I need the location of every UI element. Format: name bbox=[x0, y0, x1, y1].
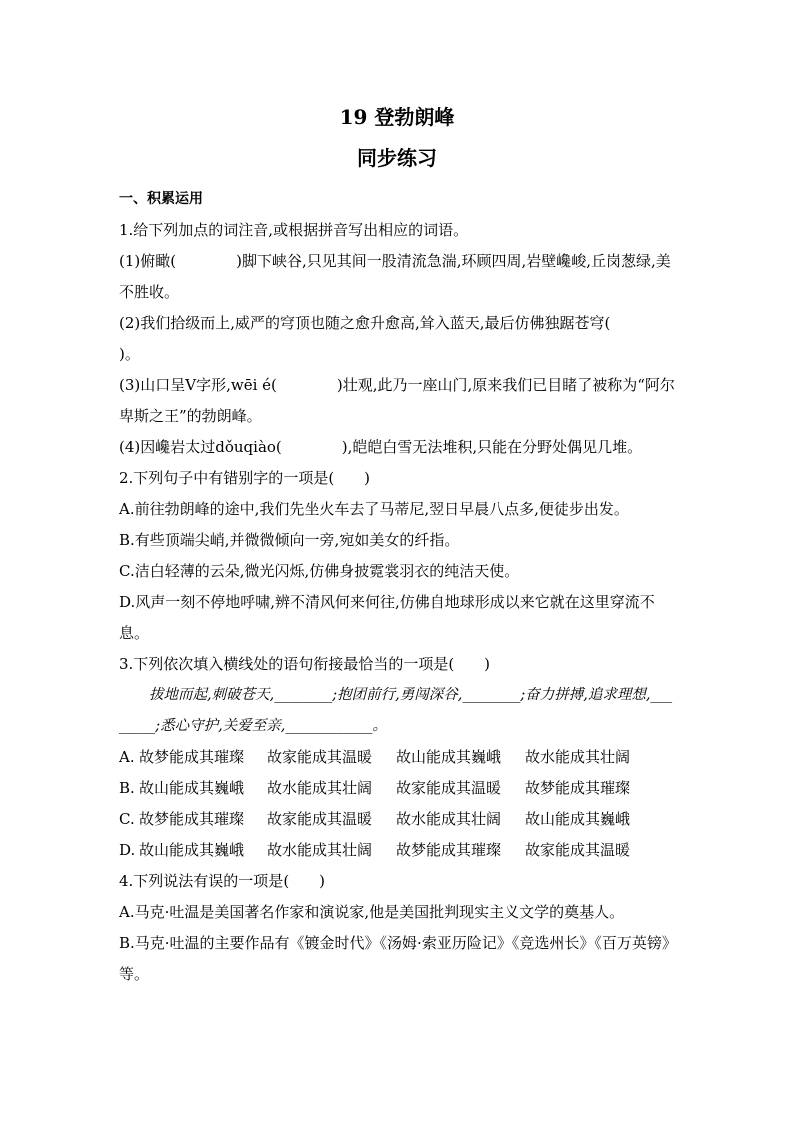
q1-item-4: (4)因巉岩太过dǒuqiào( ),皑皑白雪无法堆积,只能在分野处偶见几堆。 bbox=[119, 438, 643, 456]
q1-stem: 1.给下列加点的词注音,或根据拼音写出相应的词语。 bbox=[119, 221, 469, 239]
option-phrase: 故梦能成其璀璨 bbox=[139, 810, 245, 828]
q1-item-2: (2)我们拾级而上,威严的穹顶也随之愈升愈高,耸入蓝天,最后仿佛独踞苍穹( )。 bbox=[119, 314, 671, 363]
q3-passage: 拔地而起,刺破苍天,________;抱团前行,勇闯深谷,________;奋力拼搏,追求理想,________;悉心守护,关爱至亲,____________。 bbox=[119, 687, 673, 734]
q3-stem: 3.下列依次填入横线处的语句衔接最恰当的一项是( ) bbox=[119, 655, 491, 673]
q2-option-d: D.风声一刻不停地呼啸,辨不清风何来何往,仿佛自地球形成以来它就在这里穿流不息。 bbox=[119, 593, 655, 642]
option-phrase: 故水能成其壮阔 bbox=[267, 779, 373, 797]
q4-stem: 4.下列说法有误的一项是( ) bbox=[119, 872, 326, 890]
section-heading: 一、积累运用 bbox=[119, 191, 203, 207]
option-phrase: 故家能成其温暖 bbox=[267, 748, 373, 766]
option-phrase: 故梦能成其璀璨 bbox=[139, 748, 245, 766]
q3-option-c bbox=[119, 804, 675, 835]
option-phrase: 故水能成其壮阔 bbox=[396, 810, 502, 828]
option-phrase: 故家能成其温暖 bbox=[267, 810, 373, 828]
q2-option-c: C.洁白轻薄的云朵,微光闪烁,仿佛身披霓裳羽衣的纯洁天使。 bbox=[119, 562, 520, 580]
q4-option-a: A.马克·吐温是美国著名作家和演说家,他是美国批判现实主义文学的奠基人。 bbox=[119, 903, 625, 921]
option-letter: D. bbox=[119, 841, 136, 859]
option-phrase: 故山能成其巍峨 bbox=[525, 810, 631, 828]
q3-option-d bbox=[119, 835, 675, 866]
option-letter: C. bbox=[119, 810, 135, 828]
option-phrase: 故山能成其巍峨 bbox=[139, 779, 245, 797]
exercise-content bbox=[119, 184, 675, 990]
lesson-title: 19 登勃朗峰 bbox=[339, 105, 455, 129]
option-phrase: 故山能成其巍峨 bbox=[139, 841, 245, 859]
option-letter: A. bbox=[119, 748, 135, 766]
option-letter: B. bbox=[119, 779, 135, 797]
q2-option-b: B.有些顶端尖峭,并微微倾向一旁,宛如美女的纤指。 bbox=[119, 531, 460, 549]
option-phrase: 故水能成其壮阔 bbox=[525, 748, 631, 766]
option-phrase: 故梦能成其璀璨 bbox=[396, 841, 502, 859]
option-phrase: 故水能成其壮阔 bbox=[267, 841, 373, 859]
option-phrase: 故梦能成其璀璨 bbox=[525, 779, 631, 797]
q1-item-1: (1)俯瞰( )脚下峡谷,只见其间一股清流急湍,环顾四周,岩壁巉峻,丘岗葱绿,美不胜收。 bbox=[119, 252, 671, 301]
q2-stem: 2.下列句子中有错别字的一项是( ) bbox=[119, 469, 371, 487]
q1-item-3: (3)山口呈V字形,wēi é( )壮观,此乃一座山门,原来我们已目睹了被称为“阿尔卑斯之王”的勃朗峰。 bbox=[119, 376, 675, 425]
q3-option-a bbox=[119, 742, 675, 773]
option-phrase: 故山能成其巍峨 bbox=[396, 748, 502, 766]
q2-option-a: A.前往勃朗峰的途中,我们先坐火车去了马蒂尼,翌日早晨八点多,便徒步出发。 bbox=[119, 500, 629, 518]
option-phrase: 故家能成其温暖 bbox=[525, 841, 631, 859]
lesson-subtitle: 同步练习 bbox=[357, 146, 437, 170]
q4-option-b: B.马克·吐温的主要作品有《镀金时代》《汤姆·索亚历险记》《竞选州长》《百万英镑》等。 bbox=[119, 934, 670, 983]
q3-option-b bbox=[119, 773, 675, 804]
option-phrase: 故家能成其温暖 bbox=[396, 779, 502, 797]
